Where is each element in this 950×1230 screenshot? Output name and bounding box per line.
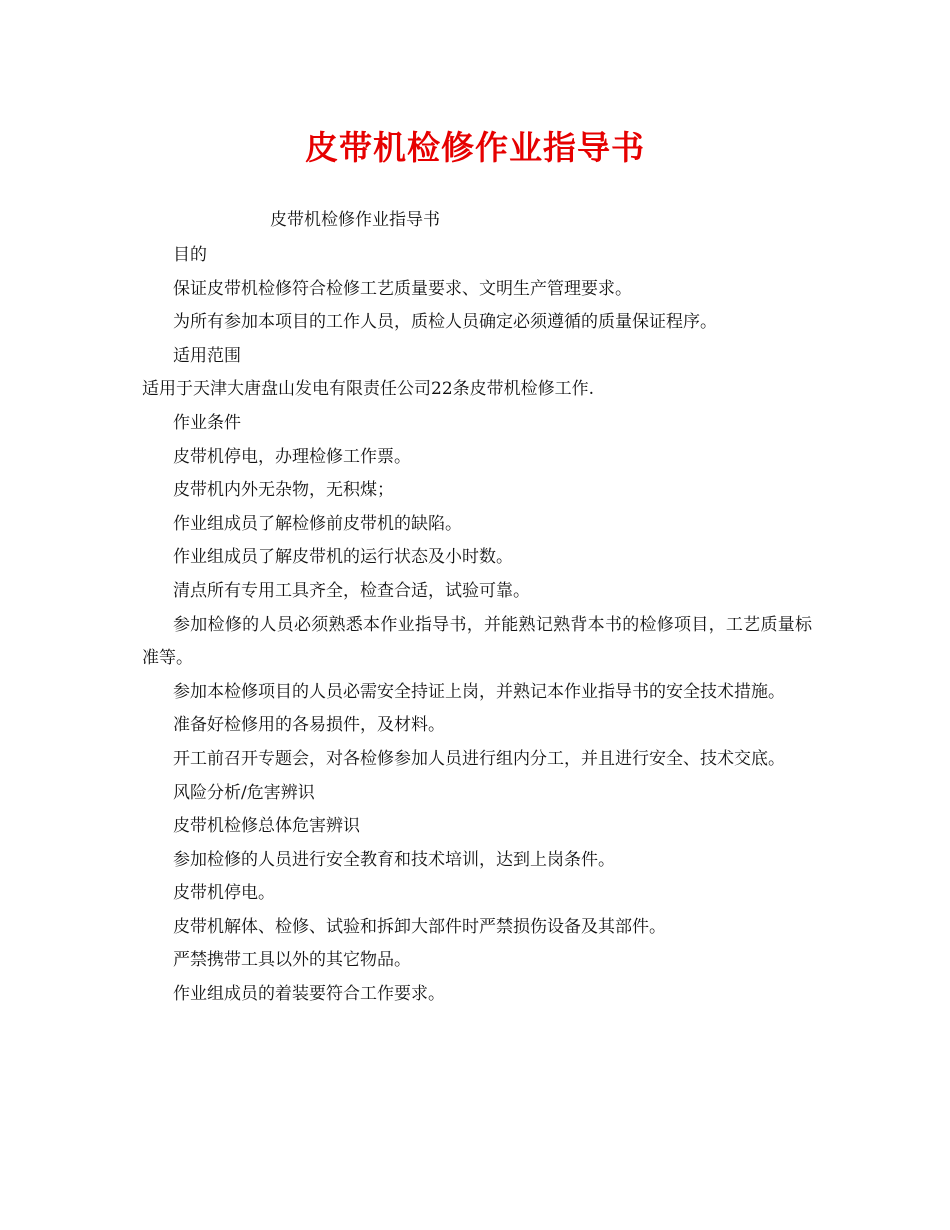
paragraph: 作业组成员的着装要符合工作要求。 <box>173 984 445 1005</box>
paragraph: 皮带机停电。 <box>173 883 275 904</box>
document-title: 皮带机检修作业指导书 <box>305 128 645 167</box>
paragraph: 保证皮带机检修符合检修工艺质量要求、文明生产管理要求。 <box>173 278 632 299</box>
paragraph: 严禁携带工具以外的其它物品。 <box>173 950 411 971</box>
paragraph: 目的 <box>173 245 207 265</box>
paragraph: 皮带机停电，办理检修工作票。 <box>173 446 411 467</box>
document-body <box>142 239 812 1012</box>
paragraph: 作业组成员了解皮带机的运行状态及小时数。 <box>173 547 513 568</box>
paragraph: 参加检修的人员必须熟悉本作业指导书，并能熟记熟背本书的检修项目，工艺质量标准等。 <box>142 614 812 669</box>
paragraph: 皮带机检修总体危害辨识 <box>173 816 360 837</box>
paragraph: 皮带机解体、检修、试验和拆卸大部件时严禁损伤设备及其部件。 <box>173 916 666 937</box>
paragraph: 皮带机内外无杂物，无积煤； <box>173 480 394 501</box>
paragraph: 作业组成员了解检修前皮带机的缺陷。 <box>173 513 462 534</box>
paragraph: 适用范围 <box>173 345 241 366</box>
paragraph: 适用于天津大唐盘山发电有限责任公司22条皮带机检修工作. <box>142 379 595 400</box>
paragraph: 参加本检修项目的人员必需安全持证上岗，并熟记本作业指导书的安全技术措施。 <box>173 681 785 702</box>
paragraph: 为所有参加本项目的工作人员，质检人员确定必须遵循的质量保证程序。 <box>173 312 717 333</box>
paragraph: 风险分析/危害辨识 <box>173 782 315 803</box>
paragraph: 开工前召开专题会，对各检修参加人员进行组内分工，并且进行安全、技术交底。 <box>173 748 785 769</box>
paragraph: 参加检修的人员进行安全教育和技术培训，达到上岗条件。 <box>173 849 615 870</box>
paragraph: 作业条件 <box>173 412 241 433</box>
paragraph: 清点所有专用工具齐全，检查合适，试验可靠。 <box>173 580 530 601</box>
paragraph: 准备好检修用的各易损件，及材料。 <box>173 715 445 736</box>
document-subtitle: 皮带机检修作业指导书 <box>270 210 440 230</box>
